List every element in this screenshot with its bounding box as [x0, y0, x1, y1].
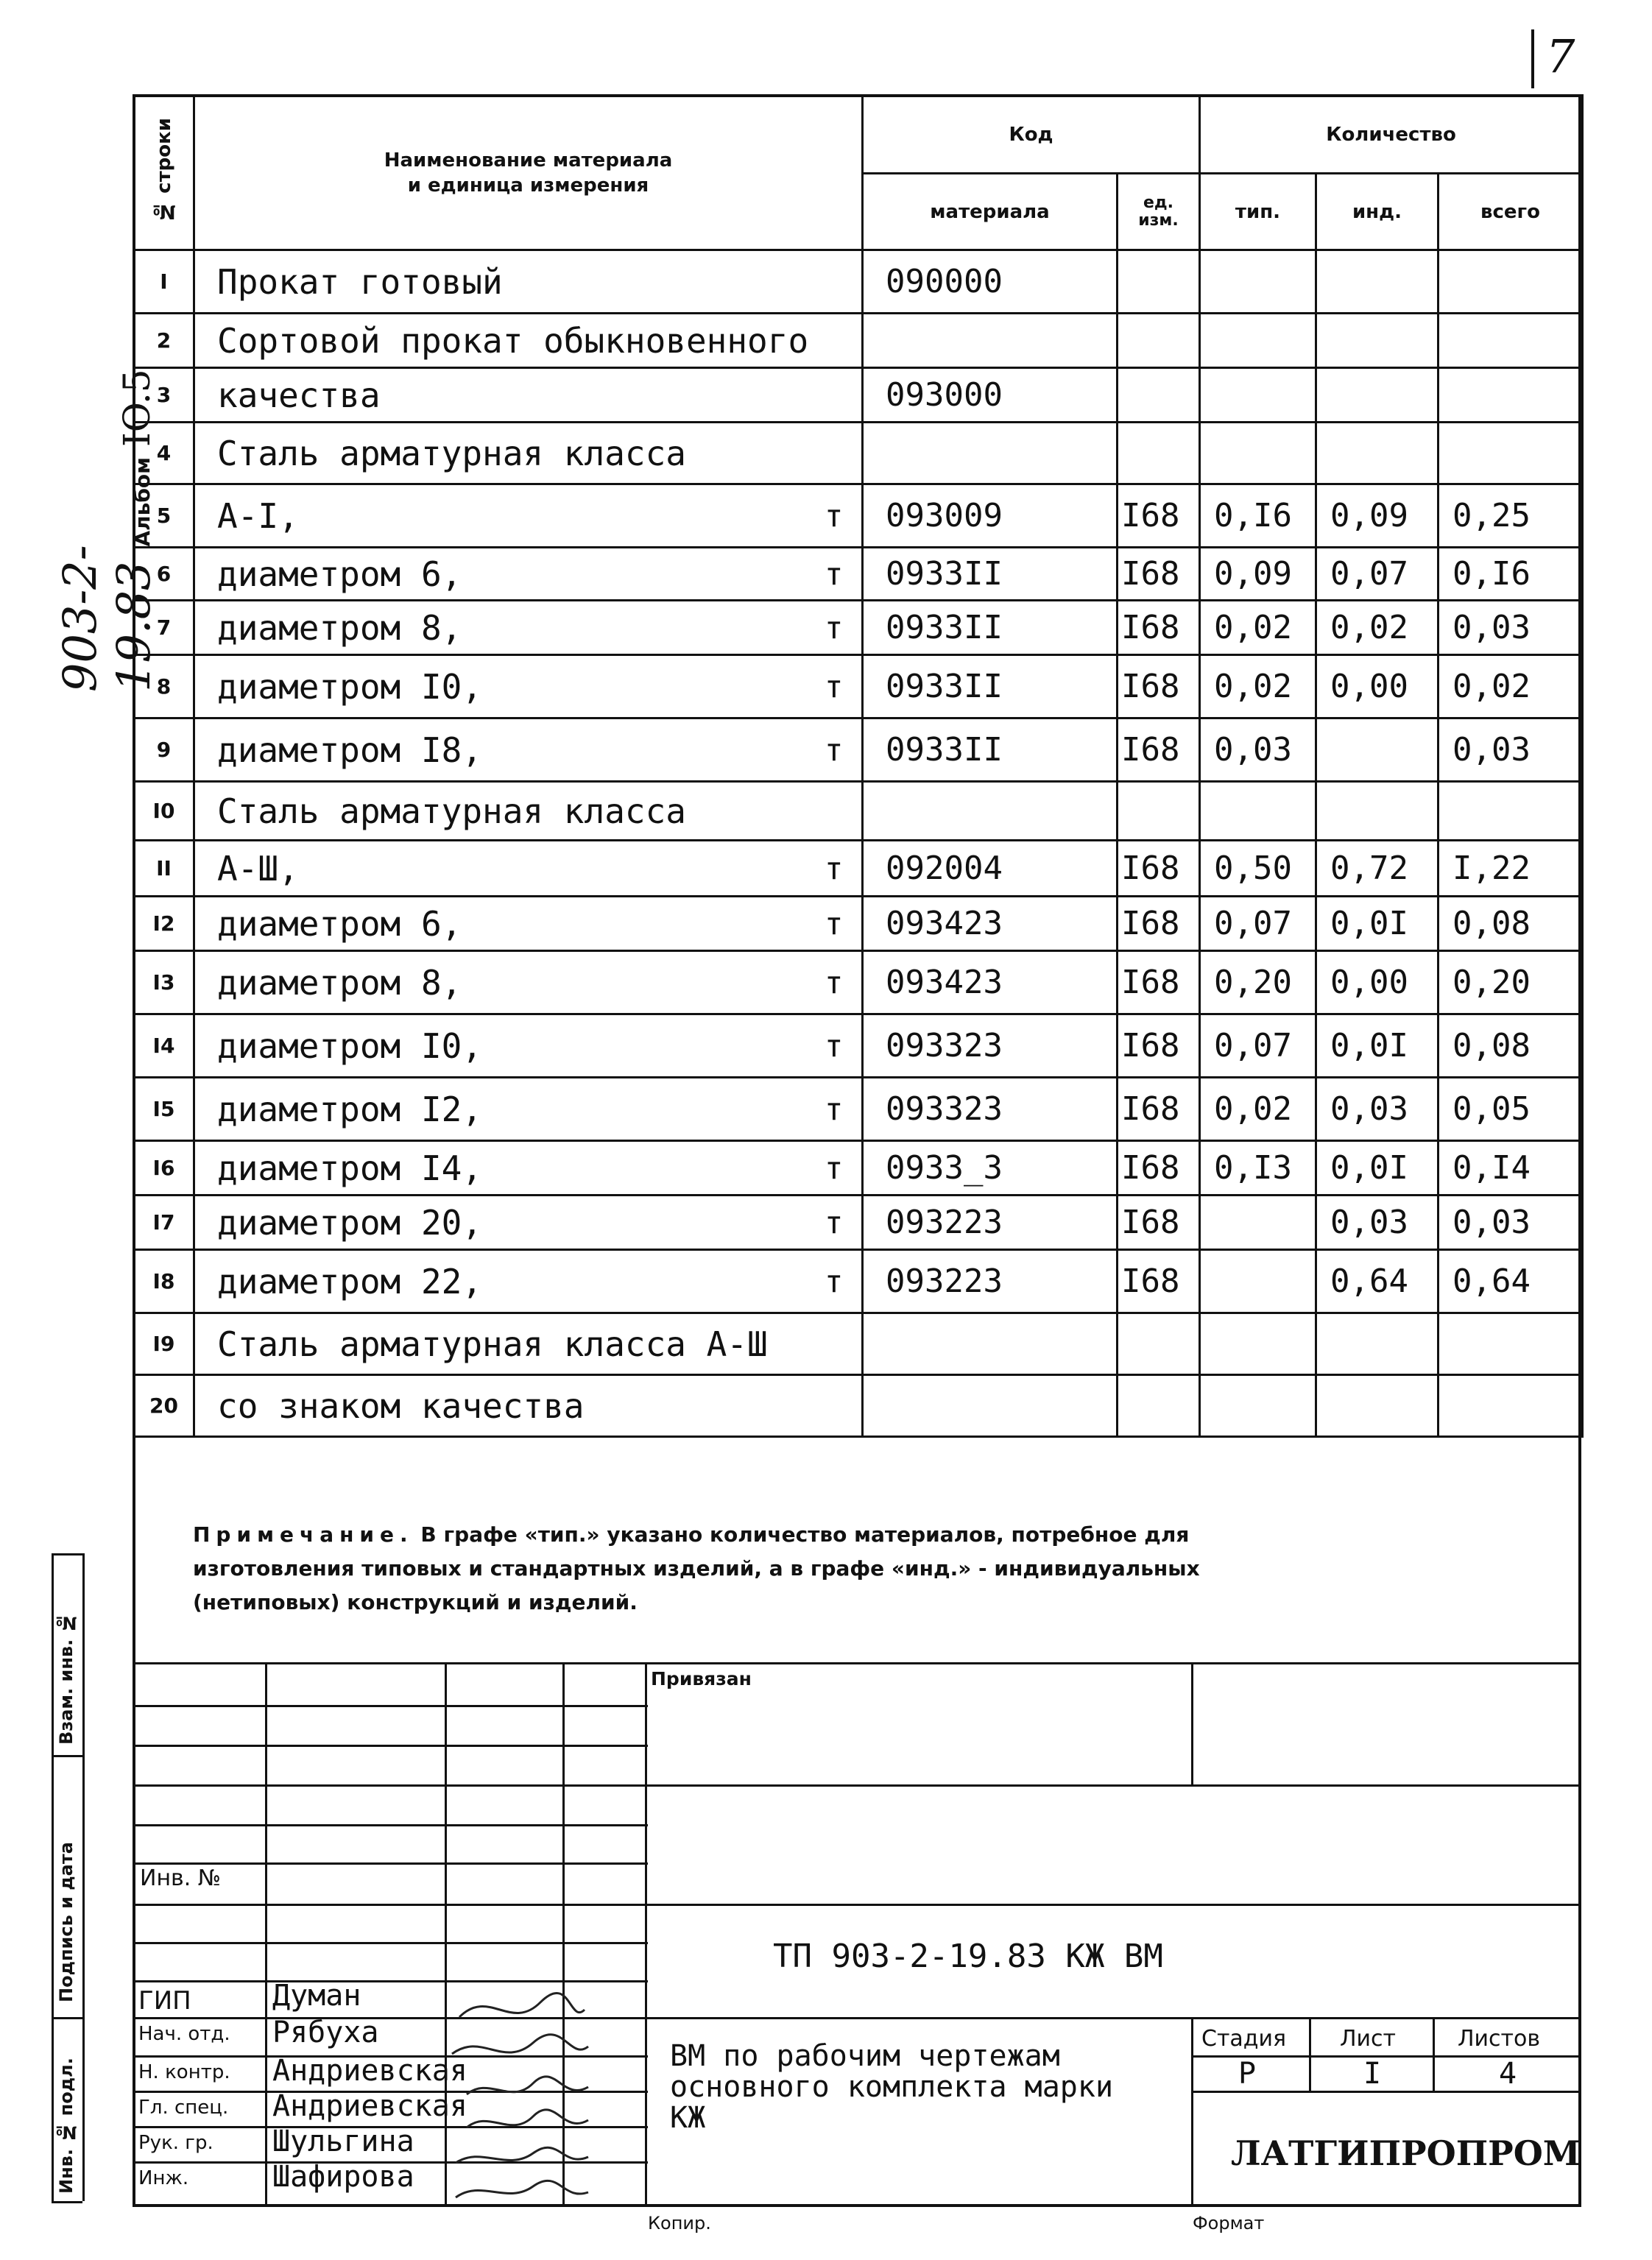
note-line-1: В графе «тип.» указано количество материалов, потребное для — [413, 1522, 1190, 1547]
inv-podl-label: Инв. № подл. — [56, 2058, 77, 2194]
qty-ind: 0,0I — [1316, 1141, 1439, 1196]
table-row — [134, 368, 1583, 423]
table-row — [134, 1078, 1583, 1141]
signatory-name: Шафирова — [272, 2160, 414, 2194]
material-name-cell — [194, 1078, 863, 1141]
unit-code: I68 — [1118, 655, 1200, 718]
material-name-cell — [194, 314, 863, 368]
qty-total — [1439, 782, 1583, 841]
header-code-unit: ед. изм. — [1118, 174, 1200, 250]
unit-code: I68 — [1118, 1078, 1200, 1141]
material-code: 093423 — [863, 951, 1118, 1014]
material-unit: т — [825, 905, 844, 942]
material-name-cell — [194, 1250, 863, 1313]
row-number: I8 — [134, 1250, 194, 1313]
sheet-label: Лист — [1340, 2026, 1397, 2052]
row-number: I2 — [134, 897, 194, 951]
qty-typ: 0,02 — [1200, 601, 1316, 655]
unit-code: I68 — [1118, 484, 1200, 548]
qty-total: 0,64 — [1439, 1250, 1583, 1313]
qty-ind: 0,07 — [1316, 548, 1439, 601]
unit-code: I68 — [1118, 1141, 1200, 1196]
qty-typ: 0,02 — [1200, 655, 1316, 718]
material-unit: т — [825, 498, 844, 534]
header-qty-typ: тип. — [1200, 174, 1316, 250]
qty-total: 0,08 — [1439, 897, 1583, 951]
material-unit: т — [825, 556, 844, 592]
header-qty-group: Количество — [1200, 96, 1583, 174]
vzam-inv-label: Взам. инв. № — [56, 1612, 77, 1745]
material-name: A-Ш, — [217, 848, 299, 889]
table-row — [134, 1196, 1583, 1250]
material-name-cell — [194, 423, 863, 484]
qty-ind: 0,09 — [1316, 484, 1439, 548]
material-name-cell — [194, 718, 863, 782]
material-name: диаметром I4, — [217, 1148, 483, 1188]
material-unit: т — [825, 610, 844, 646]
material-code: 0933II — [863, 655, 1118, 718]
material-name: Сталь арматурная класса — [217, 791, 686, 831]
material-code: 0933II — [863, 601, 1118, 655]
material-name: диаметром I8, — [217, 730, 483, 770]
material-name: со знаком качества — [217, 1385, 585, 1426]
podpis-data-label: Подпись и дата — [56, 1842, 77, 2002]
table-row — [134, 1141, 1583, 1196]
unit-code — [1118, 250, 1200, 314]
qty-ind: 0,00 — [1316, 655, 1439, 718]
material-name: диаметром 8, — [217, 962, 462, 1003]
unit-code — [1118, 368, 1200, 423]
unit-code: I68 — [1118, 951, 1200, 1014]
material-code: 093323 — [863, 1078, 1118, 1141]
material-unit: т — [825, 850, 844, 886]
material-name: Сталь арматурная класса A-Ш — [217, 1324, 768, 1364]
qty-typ — [1200, 368, 1316, 423]
signatory-name: Шульгина — [272, 2125, 414, 2158]
material-name: Сталь арматурная класса — [217, 433, 686, 473]
description-line-2: основного комплекта марки — [670, 2070, 1114, 2104]
qty-ind — [1316, 314, 1439, 368]
row-number: I5 — [134, 1078, 194, 1141]
table-row — [134, 718, 1583, 782]
header-code-material: материала — [863, 174, 1118, 250]
material-unit: т — [825, 1150, 844, 1186]
copy-label: Копир. — [648, 2213, 711, 2233]
qty-typ: 0,50 — [1200, 841, 1316, 897]
qty-typ: 0,20 — [1200, 951, 1316, 1014]
material-name: диаметром 6, — [217, 554, 462, 594]
qty-total — [1439, 1313, 1583, 1375]
qty-typ — [1200, 1313, 1316, 1375]
material-name-cell — [194, 1014, 863, 1078]
stage-label: Стадия — [1201, 2026, 1287, 2052]
document-code: ТП 903-2-19.83 КЖ ВМ — [773, 1938, 1163, 1975]
material-name-cell — [194, 601, 863, 655]
description-line-1: ВМ по рабочим чертежам — [670, 2039, 1060, 2073]
table-row — [134, 250, 1583, 314]
header-row-no: № строки — [134, 96, 194, 250]
material-unit: т — [825, 732, 844, 768]
qty-typ — [1200, 250, 1316, 314]
material-code: 0933_3 — [863, 1141, 1118, 1196]
description-line-3: КЖ — [670, 2101, 706, 2135]
qty-total: 0,03 — [1439, 1196, 1583, 1250]
material-name-cell — [194, 897, 863, 951]
row-number: 3 — [134, 368, 194, 423]
unit-code — [1118, 423, 1200, 484]
qty-total: 0,I4 — [1439, 1141, 1583, 1196]
materials-table — [133, 94, 1584, 1438]
qty-ind — [1316, 1313, 1439, 1375]
row-number: I — [134, 250, 194, 314]
material-name-cell — [194, 951, 863, 1014]
row-number: 2 — [134, 314, 194, 368]
signatory-role: Нач. отд. — [138, 2023, 230, 2045]
qty-total — [1439, 1375, 1583, 1437]
material-name-cell — [194, 655, 863, 718]
material-code: 093009 — [863, 484, 1118, 548]
note — [193, 1518, 1562, 1620]
album-label: Альбом — [130, 456, 155, 547]
signatory-name: Андриевская — [272, 2054, 467, 2088]
material-code — [863, 1313, 1118, 1375]
signatory-role: Рук. гр. — [138, 2132, 213, 2154]
table-row — [134, 951, 1583, 1014]
material-code: 093323 — [863, 1014, 1118, 1078]
table-row — [134, 782, 1583, 841]
material-code: 093000 — [863, 368, 1118, 423]
signatory-role: Гл. спец. — [138, 2097, 229, 2119]
note-line-3: (нетиповых) конструкций и изделий. — [193, 1590, 638, 1614]
format-label: Формат — [1193, 2213, 1265, 2233]
row-number: 5 — [134, 484, 194, 548]
row-number: 9 — [134, 718, 194, 782]
album-number: IO.5 — [116, 369, 158, 447]
table-row — [134, 1375, 1583, 1437]
note-line-2: изготовления типовых и стандартных изделий, а в графе «инд.» - индивидуальных — [193, 1556, 1200, 1581]
material-name: Сортовой прокат обыкновенного — [217, 320, 809, 361]
header-qty-total: всего — [1439, 174, 1583, 250]
row-number: I0 — [134, 782, 194, 841]
material-name: диаметром 8, — [217, 607, 462, 648]
materials-table-body — [134, 250, 1583, 1437]
material-unit: т — [825, 1091, 844, 1127]
qty-typ: 0,I6 — [1200, 484, 1316, 548]
qty-total: 0,03 — [1439, 718, 1583, 782]
qty-typ: 0,02 — [1200, 1078, 1316, 1141]
table-row — [134, 601, 1583, 655]
material-code: 093223 — [863, 1250, 1118, 1313]
qty-total: 0,05 — [1439, 1078, 1583, 1141]
header-qty-ind: инд. — [1316, 174, 1439, 250]
material-unit: т — [825, 964, 844, 1000]
page-number: 7 — [1546, 29, 1575, 83]
qty-ind: 0,64 — [1316, 1250, 1439, 1313]
qty-total — [1439, 250, 1583, 314]
qty-typ: 0,09 — [1200, 548, 1316, 601]
row-number: I3 — [134, 951, 194, 1014]
material-name: диаметром I0, — [217, 1025, 483, 1066]
table-row — [134, 655, 1583, 718]
row-number: II — [134, 841, 194, 897]
qty-total — [1439, 314, 1583, 368]
qty-typ: 0,07 — [1200, 897, 1316, 951]
header-name: Наименование материала и единица измерения — [194, 96, 863, 250]
material-code: 092004 — [863, 841, 1118, 897]
row-number: 8 — [134, 655, 194, 718]
inv-no-label: Инв. № — [140, 1865, 222, 1891]
material-name: диаметром I0, — [217, 666, 483, 707]
privyazan-label: Привязан — [651, 1668, 752, 1689]
table-row — [134, 1014, 1583, 1078]
unit-code — [1118, 782, 1200, 841]
qty-ind: 0,0I — [1316, 897, 1439, 951]
material-name: диаметром 6, — [217, 903, 462, 944]
material-name: качества — [217, 375, 381, 415]
material-name: Прокат готовый — [217, 261, 503, 302]
qty-typ — [1200, 314, 1316, 368]
qty-ind — [1316, 1375, 1439, 1437]
material-name-cell — [194, 1141, 863, 1196]
unit-code: I68 — [1118, 718, 1200, 782]
unit-code — [1118, 1313, 1200, 1375]
qty-total — [1439, 368, 1583, 423]
qty-typ: 0,I3 — [1200, 1141, 1316, 1196]
material-name-cell — [194, 1375, 863, 1437]
unit-code — [1118, 1375, 1200, 1437]
unit-code: I68 — [1118, 601, 1200, 655]
material-name-cell — [194, 484, 863, 548]
qty-ind — [1316, 718, 1439, 782]
sheets-value: 4 — [1499, 2057, 1517, 2091]
qty-ind — [1316, 782, 1439, 841]
unit-code: I68 — [1118, 841, 1200, 897]
qty-ind: 0,03 — [1316, 1196, 1439, 1250]
table-row — [134, 484, 1583, 548]
qty-ind: 0,72 — [1316, 841, 1439, 897]
signatory-role: Инж. — [138, 2167, 189, 2189]
row-number: I9 — [134, 1313, 194, 1375]
qty-total: I,22 — [1439, 841, 1583, 897]
table-row — [134, 1250, 1583, 1313]
table-row — [134, 841, 1583, 897]
album-code: 903-2-19.83 — [53, 545, 160, 692]
row-number: I7 — [134, 1196, 194, 1250]
qty-typ: 0,03 — [1200, 718, 1316, 782]
qty-typ: 0,07 — [1200, 1014, 1316, 1078]
signatory-role: ГИП — [138, 1986, 191, 2016]
qty-typ — [1200, 1375, 1316, 1437]
qty-typ — [1200, 782, 1316, 841]
qty-total: 0,25 — [1439, 484, 1583, 548]
row-number: 20 — [134, 1375, 194, 1437]
stage-value: Р — [1238, 2057, 1257, 2091]
material-name-cell — [194, 1196, 863, 1250]
material-name-cell — [194, 782, 863, 841]
header-code-group: Код — [863, 96, 1200, 174]
material-unit: т — [825, 668, 844, 705]
sheet-value: I — [1363, 2057, 1382, 2091]
material-name-cell — [194, 368, 863, 423]
signatory-name: Андриевская — [272, 2089, 467, 2123]
row-number: I4 — [134, 1014, 194, 1078]
unit-code — [1118, 314, 1200, 368]
qty-typ — [1200, 423, 1316, 484]
signatory-name: Рябуха — [272, 2016, 379, 2049]
material-code — [863, 782, 1118, 841]
qty-ind: 0,00 — [1316, 951, 1439, 1014]
qty-ind: 0,02 — [1316, 601, 1439, 655]
table-row — [134, 423, 1583, 484]
qty-typ — [1200, 1196, 1316, 1250]
material-code — [863, 314, 1118, 368]
material-name: диаметром 20, — [217, 1202, 483, 1243]
signature-marks — [445, 1973, 592, 2208]
material-name: диаметром I2, — [217, 1089, 483, 1129]
qty-ind — [1316, 368, 1439, 423]
signatory-role: Н. контр. — [138, 2061, 230, 2083]
material-name-cell — [194, 1313, 863, 1375]
material-code: 0933II — [863, 718, 1118, 782]
material-name: диаметром 22, — [217, 1261, 483, 1302]
material-code: 093223 — [863, 1196, 1118, 1250]
page-number-bar — [1531, 29, 1534, 88]
qty-total: 0,02 — [1439, 655, 1583, 718]
material-name: A-I, — [217, 495, 299, 536]
document-description — [670, 2041, 1113, 2133]
material-code — [863, 1375, 1118, 1437]
material-unit: т — [825, 1263, 844, 1299]
qty-total: 0,03 — [1439, 601, 1583, 655]
qty-typ — [1200, 1250, 1316, 1313]
row-number: I6 — [134, 1141, 194, 1196]
table-row — [134, 548, 1583, 601]
qty-ind — [1316, 423, 1439, 484]
signatory-name: Думан — [272, 1979, 361, 2013]
qty-total: 0,08 — [1439, 1014, 1583, 1078]
material-unit: т — [825, 1204, 844, 1240]
material-unit: т — [825, 1028, 844, 1064]
unit-code: I68 — [1118, 1250, 1200, 1313]
material-name-cell — [194, 250, 863, 314]
qty-total — [1439, 423, 1583, 484]
qty-total: 0,I6 — [1439, 548, 1583, 601]
material-code: 090000 — [863, 250, 1118, 314]
qty-ind: 0,03 — [1316, 1078, 1439, 1141]
table-row — [134, 314, 1583, 368]
unit-code: I68 — [1118, 1196, 1200, 1250]
row-number: 6 — [134, 548, 194, 601]
note-title: Примечание. — [193, 1522, 414, 1547]
organization-name: ЛАТГИПРОПРОМ — [1231, 2133, 1581, 2173]
material-code: 093423 — [863, 897, 1118, 951]
qty-total: 0,20 — [1439, 951, 1583, 1014]
unit-code: I68 — [1118, 548, 1200, 601]
material-code — [863, 423, 1118, 484]
unit-code: I68 — [1118, 1014, 1200, 1078]
table-row — [134, 1313, 1583, 1375]
material-name-cell — [194, 841, 863, 897]
row-number: 4 — [134, 423, 194, 484]
qty-ind — [1316, 250, 1439, 314]
sheets-label: Листов — [1458, 2026, 1541, 2052]
table-row — [134, 897, 1583, 951]
unit-code: I68 — [1118, 897, 1200, 951]
qty-ind: 0,0I — [1316, 1014, 1439, 1078]
material-code: 0933II — [863, 548, 1118, 601]
row-number: 7 — [134, 601, 194, 655]
material-name-cell — [194, 548, 863, 601]
